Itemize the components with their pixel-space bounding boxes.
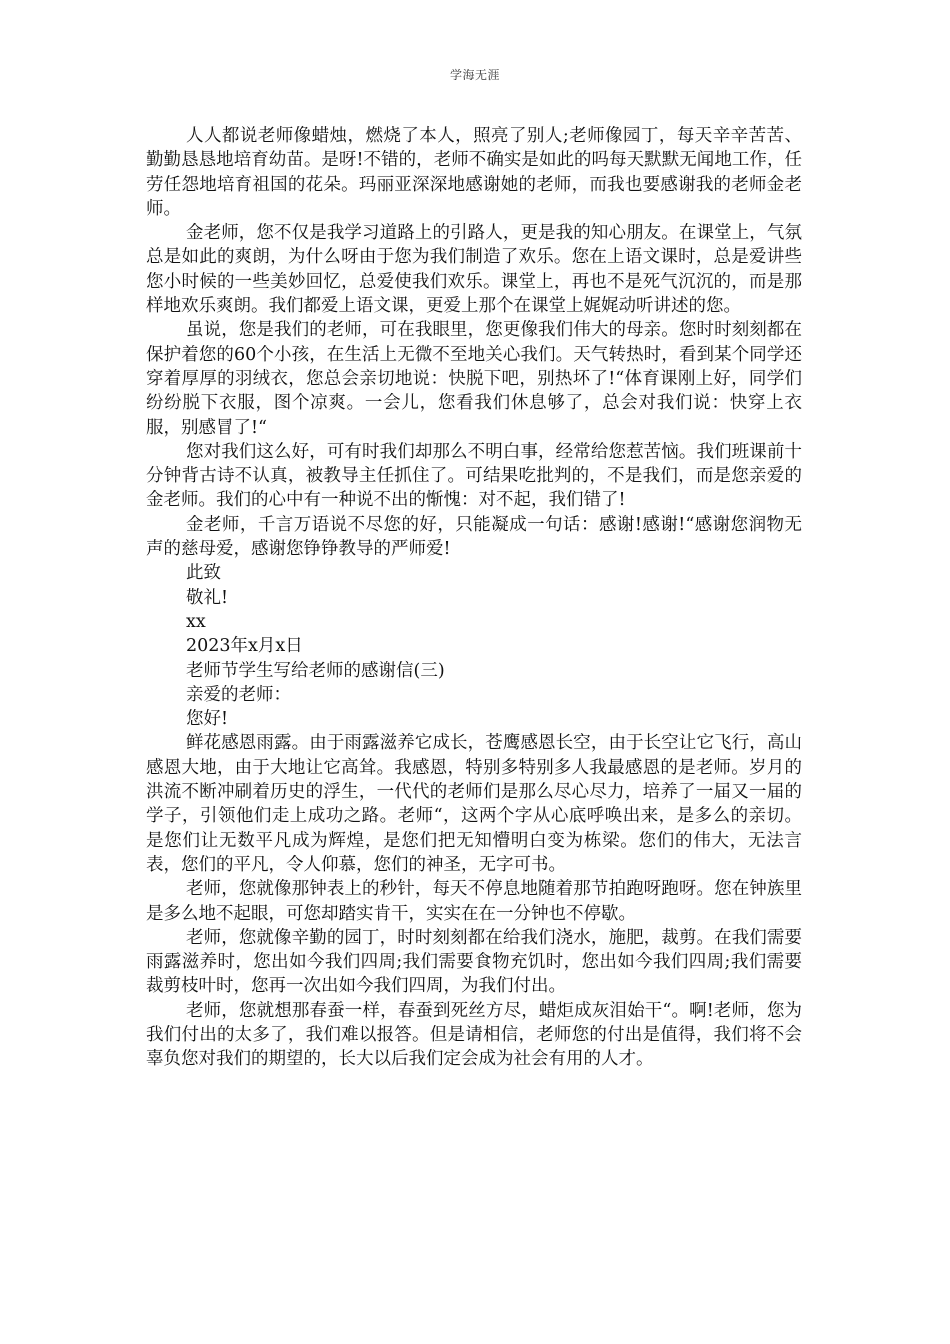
letter-body <box>146 124 802 1072</box>
paragraph: 人人都说老师像蜡烛，燃烧了本人，照亮了别人;老师像园丁，每天辛辛苦苦、勤勤恳恳地培育幼苗。是呀!不错的，老师不确实是如此的吗每天默默无闻地工作，任劳任怨地培育祖国的花朵。玛丽亚深深地感谢她的老师，而我也要感谢我的老师金老师。 <box>146 126 802 219</box>
paragraph: 虽说，您是我们的老师，可在我眼里，您更像我们伟大的母亲。您时时刻刻都在保护着您的60个小孩，在生活上无微不至地关心我们。天气转热时，看到某个同学还穿着厚厚的羽绒衣，您总会亲切地说：快脱下吧，别热坏了!“体育课刚上好，同学们纷纷脱下衣服，图个凉爽。一会儿，您看我们休息够了，总会对我们说：快穿上衣服，别感冒了!“ <box>146 320 802 438</box>
greeting-recipient: 亲爱的老师： <box>186 684 291 705</box>
section-title: 老师节学生写给老师的感谢信(三) <box>186 660 445 681</box>
letter-date: 2023年x月x日 <box>186 636 303 657</box>
paragraph: 老师，您就像那钟表上的秒针，每天不停息地随着那节拍跑呀跑呀。您在钟族里是多么地不起眼，可您却踏实肯干，实实在在一分钟也不停歇。 <box>146 879 802 924</box>
paragraph: 老师，您就像辛勤的园丁，时时刻刻都在给我们浇水，施肥，裁剪。在我们需要雨露滋养时，您出如今我们四周;我们需要食物充饥时，您出如今我们四周;我们需要裁剪枝叶时，您再一次出如今我们四周，为我们付出。 <box>146 927 802 997</box>
paragraph: 鲜花感恩雨露。由于雨露滋养它成长，苍鹰感恩长空，由于长空让它飞行，高山感恩大地，由于大地让它高耸。我感恩，特别多特别多人我最感恩的是老师。岁月的洪流不断冲刷着历史的浮生，一代代的老师们是那么尽心尽力，培养了一届又一届的学子，引领他们走上成功之路。老师“，这两个字从心底呼唤出来，是多么的亲切。是您们让无数平凡成为辉煌，是您们把无知懵明白变为栋梁。您们的伟大，无法言表，您们的平凡，令人仰慕，您们的神圣，无字可书。 <box>146 733 802 875</box>
signature: xx <box>186 611 206 632</box>
page-header: 学海无涯 <box>449 68 500 82</box>
closing-respect: 敬礼! <box>186 587 229 608</box>
closing-salutation: 此致 <box>186 563 221 584</box>
paragraph: 金老师，您不仅是我学习道路上的引路人，更是我的知心朋友。在课堂上，气氛总是如此的爽朗，为什么呀由于您为我们制造了欢乐。您在上语文课时，总是爱讲些您小时候的一些美妙回忆，总爱使我们欢乐。课堂上，再也不是死气沉沉的，而是那样地欢乐爽朗。我们都爱上语文课，更爱上那个在课堂上娓娓动听讲述的您。 <box>146 223 802 317</box>
paragraph: 金老师，千言万语说不尽您的好，只能凝成一句话：感谢!感谢!“感谢您润物无声的慈母爱，感谢您铮铮教导的严师爱! <box>146 514 802 560</box>
paragraph: 您对我们这么好，可有时我们却那么不明白事，经常给您惹苦恼。我们班课前十分钟背古诗不认真，被教导主任抓住了。可结果吃批判的，不是我们，而是您亲爱的金老师。我们的心中有一种说不出的惭愧：对不起，我们错了! <box>146 441 802 511</box>
greeting-hello: 您好! <box>186 709 229 730</box>
paragraph: 老师，您就想那春蚕一样，春蚕到死丝方尽，蜡炬成灰泪始干“。啊!老师，您为我们付出的太多了，我们难以报答。但是请相信，老师您的付出是值得，我们将不会辜负您对我们的期望的，长大以后我们定会成为社会有用的人才。 <box>146 1000 802 1070</box>
